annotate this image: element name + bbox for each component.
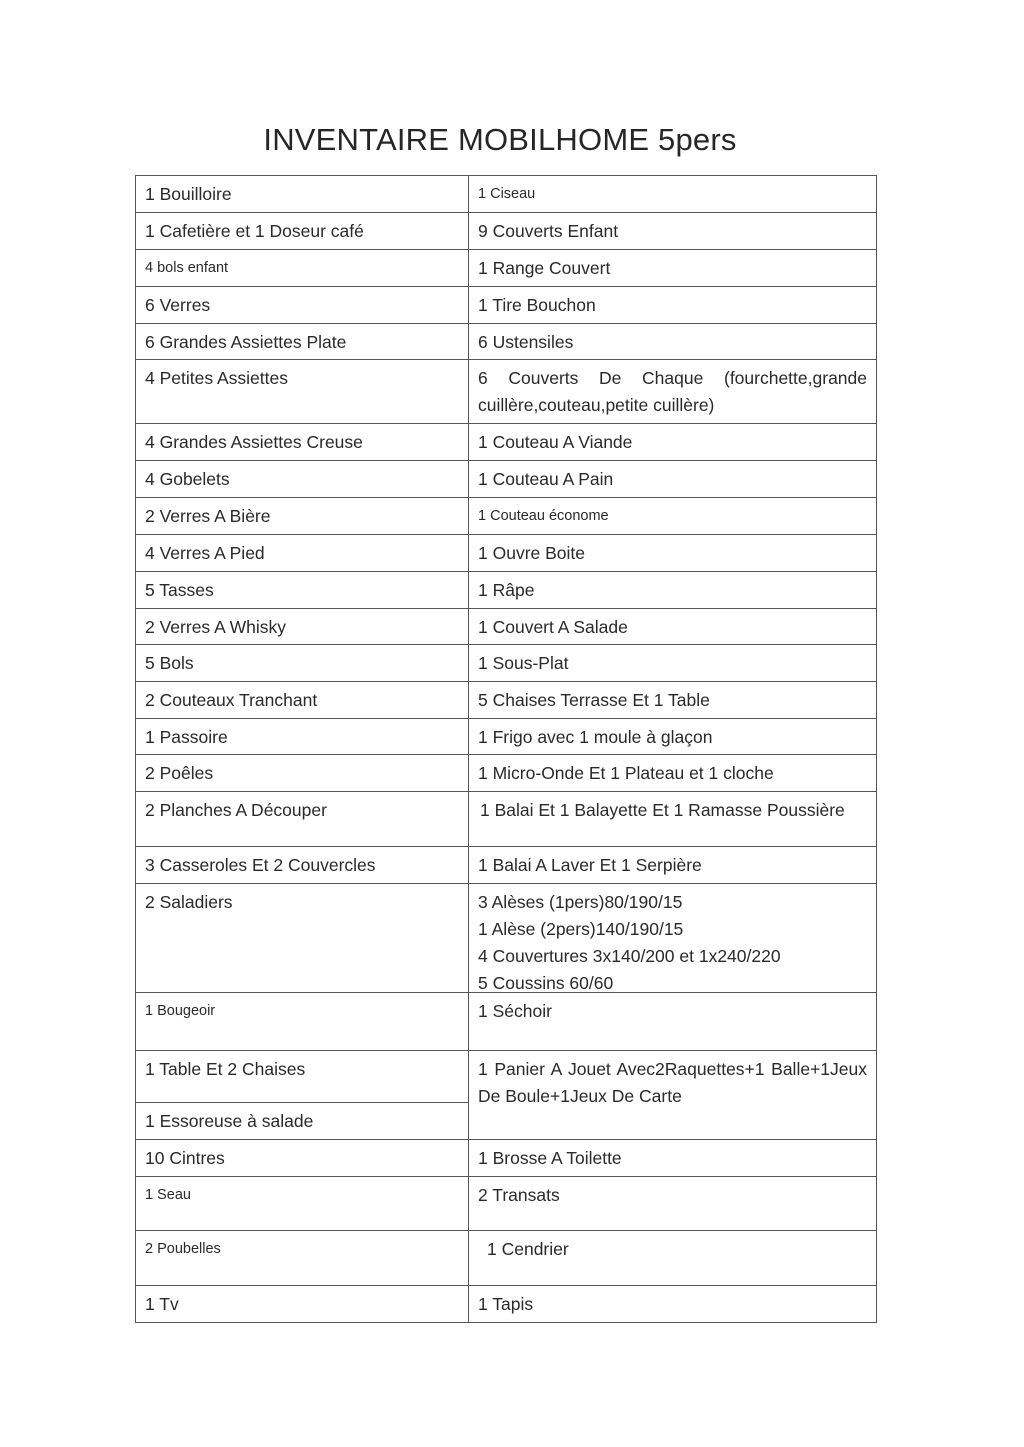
table-row (136, 718, 876, 754)
cell-line: 4 Couvertures 3x140/200 et 1x240/220 (478, 946, 781, 966)
table-cell: 5 Chaises Terrasse Et 1 Table (478, 690, 710, 710)
table-cell: 1 Tapis (478, 1294, 534, 1314)
table-row (136, 1285, 876, 1322)
table-row (136, 992, 876, 1050)
table-cell: 1 Brosse A Toilette (478, 1148, 622, 1168)
cell-line: 5 Coussins 60/60 (478, 973, 614, 993)
table-cell: 3 Casseroles Et 2 Couvercles (136, 847, 469, 883)
table-cell: 2 Saladiers (136, 884, 469, 992)
table-row (136, 460, 876, 497)
table-cell: 2 Couteaux Tranchant (136, 682, 469, 718)
table-row (136, 883, 876, 992)
table-row (136, 176, 876, 212)
table-cell: 1 Balai A Laver Et 1 Serpière (478, 855, 702, 875)
table-cell: 1 Ouvre Boite (478, 543, 585, 563)
table-cell: 2 Poêles (136, 755, 469, 791)
table-cell: 1 Range Couvert (478, 258, 611, 278)
table-cell: 4 bols enfant (136, 250, 469, 286)
table-cell: 6 Couverts De Chaque (fourchette,grande cuillère,couteau,petite cuillère) (478, 368, 867, 415)
table-row (136, 1176, 876, 1230)
table-cell: 1 Frigo avec 1 moule à glaçon (478, 727, 713, 747)
table-row-merged (136, 1050, 876, 1139)
page-title: INVENTAIRE MOBILHOME 5pers (263, 122, 737, 157)
table-row (136, 534, 876, 571)
table-cell: 1 Bouilloire (136, 176, 469, 212)
table-cell: 1 Sous-Plat (478, 653, 569, 673)
table-row (136, 608, 876, 644)
cell-line: 3 Alèses (1pers)80/190/15 (478, 892, 683, 912)
table-row (136, 754, 876, 791)
table-cell: 6 Ustensiles (478, 332, 574, 352)
table-row (136, 212, 876, 249)
table-cell: 1 Cendrier (487, 1239, 569, 1259)
table-cell: 1 Râpe (478, 580, 535, 600)
table-cell: 4 Gobelets (136, 461, 469, 497)
table-row (136, 1139, 876, 1176)
table-cell: 1 Couteau A Pain (478, 469, 614, 489)
table-row (136, 1230, 876, 1285)
table-row (136, 249, 876, 286)
table-cell: 1 Tv (136, 1286, 469, 1322)
table-row (136, 571, 876, 608)
table-row (136, 644, 876, 681)
table-cell: 2 Verres A Bière (136, 498, 469, 534)
table-cell: 1 Micro-Onde Et 1 Plateau et 1 cloche (478, 763, 774, 783)
table-row (136, 423, 876, 460)
table-cell: 1 Balai Et 1 Balayette Et 1 Ramasse Poussière (480, 800, 845, 820)
table-cell: 2 Planches A Découper (136, 792, 469, 846)
table-cell: 4 Petites Assiettes (136, 360, 469, 423)
table-row (136, 681, 876, 718)
table-cell: 1 Bougeoir (136, 993, 469, 1050)
table-cell: 1 Ciseau (478, 186, 536, 202)
table-cell: 1 Passoire (136, 719, 469, 754)
table-cell: 1 Panier A Jouet Avec2Raquettes+1 Balle+1Jeux De Boule+1Jeux De Carte (478, 1059, 867, 1106)
table-cell: 5 Bols (136, 645, 469, 681)
table-row (136, 497, 876, 534)
table-cell: 1 Seau (136, 1177, 469, 1230)
table-cell: 2 Verres A Whisky (136, 609, 469, 644)
table-cell: 1 Séchoir (478, 1001, 552, 1021)
table-row (136, 286, 876, 323)
table-row (136, 323, 876, 359)
table-cell: 1 Essoreuse à salade (136, 1102, 468, 1138)
table-cell: 9 Couverts Enfant (478, 221, 619, 241)
table-cell-group (136, 1051, 469, 1139)
table-cell: 1 Tire Bouchon (478, 295, 596, 315)
table-cell: 4 Verres A Pied (136, 535, 469, 571)
table-cell: 2 Transats (478, 1185, 560, 1205)
table-row (136, 791, 876, 846)
table-cell: 10 Cintres (136, 1140, 469, 1176)
table-cell: 6 Grandes Assiettes Plate (136, 324, 469, 359)
table-cell: 2 Poubelles (136, 1231, 469, 1285)
table-cell: 1 Couteau économe (478, 508, 609, 524)
table-row (136, 359, 876, 423)
cell-line: 1 Alèse (2pers)140/190/15 (478, 919, 684, 939)
table-cell (469, 884, 876, 992)
table-cell: 1 Couvert A Salade (478, 617, 628, 637)
inventory-table (135, 175, 877, 1323)
table-cell: 5 Tasses (136, 572, 469, 608)
table-cell: 4 Grandes Assiettes Creuse (136, 424, 469, 460)
table-cell: 6 Verres (136, 287, 469, 323)
table-row (136, 846, 876, 883)
table-cell: 1 Cafetière et 1 Doseur café (136, 213, 469, 249)
table-cell: 1 Couteau A Viande (478, 432, 633, 452)
table-cell: 1 Table Et 2 Chaises (145, 1059, 306, 1079)
